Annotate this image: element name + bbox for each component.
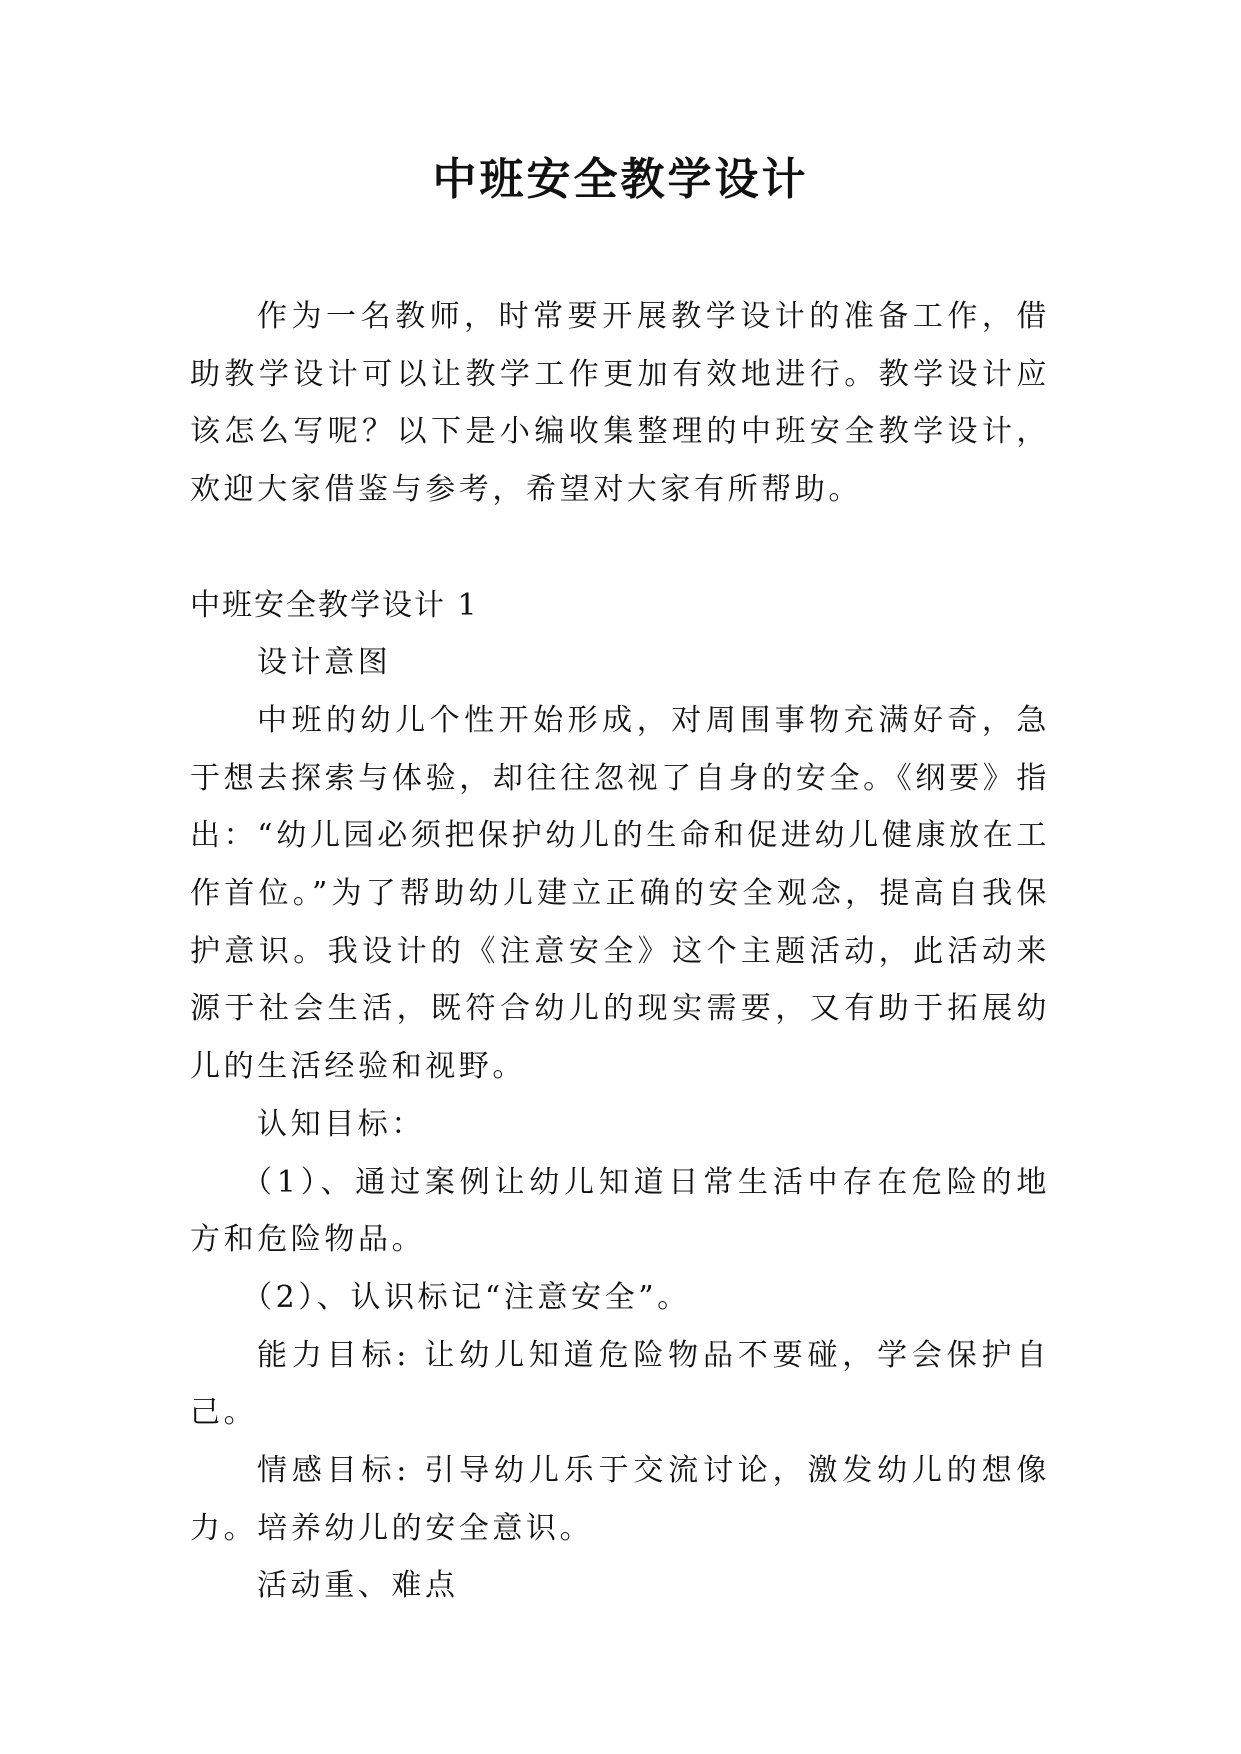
- ability-goal-paragraph: 能力目标: 让幼儿知道危险物品不要碰，学会保护自己。: [190, 1337, 1050, 1431]
- intro-paragraph: 作为一名教师，时常要开展教学设计的准备工作，借助教学设计可以让教学工作更加有效地进行。教学设计应该怎么写呢？以下是小编收集整理的中班安全教学设计，欢迎大家借鉴与参考，希望对大家有所帮助。: [190, 299, 1050, 508]
- cognitive-goal-item-1: （1）、通过案例让幼儿知道日常生活中存在危险的地方和危险物品。: [190, 1164, 1050, 1258]
- key-points-heading: 活动重、难点: [257, 1568, 459, 1604]
- cognitive-goal-heading: 认知目标：: [257, 1106, 425, 1142]
- design-intent-paragraph: 中班的幼儿个性开始形成，对周围事物充满好奇，急于想去探索与体验，却往往忽视了自身的安全。《纲要》指出：“幼儿园必须把保护幼儿的生命和促进幼儿健康放在工作首位。”为了帮助幼儿建立正确的安全观念，提高自我保护意识。我设计的《注意安全》这个主题活动，此活动来源于社会生活，既符合幼儿的现实需要，又有助于拓展幼儿的生活经验和视野。: [190, 702, 1050, 1085]
- cognitive-goal-item-2: （2）、认识标记“注意安全”。: [242, 1279, 691, 1315]
- section-heading: 中班安全教学设计 1: [190, 587, 479, 623]
- document-body: [190, 288, 1050, 1615]
- emotional-goal-paragraph: 情感目标: 引导幼儿乐于交流讨论，激发幼儿的想像力。培养幼儿的安全意识。: [190, 1453, 1050, 1546]
- document-title: 中班安全教学设计: [432, 154, 809, 205]
- design-intent-heading: 设计意图: [257, 645, 392, 681]
